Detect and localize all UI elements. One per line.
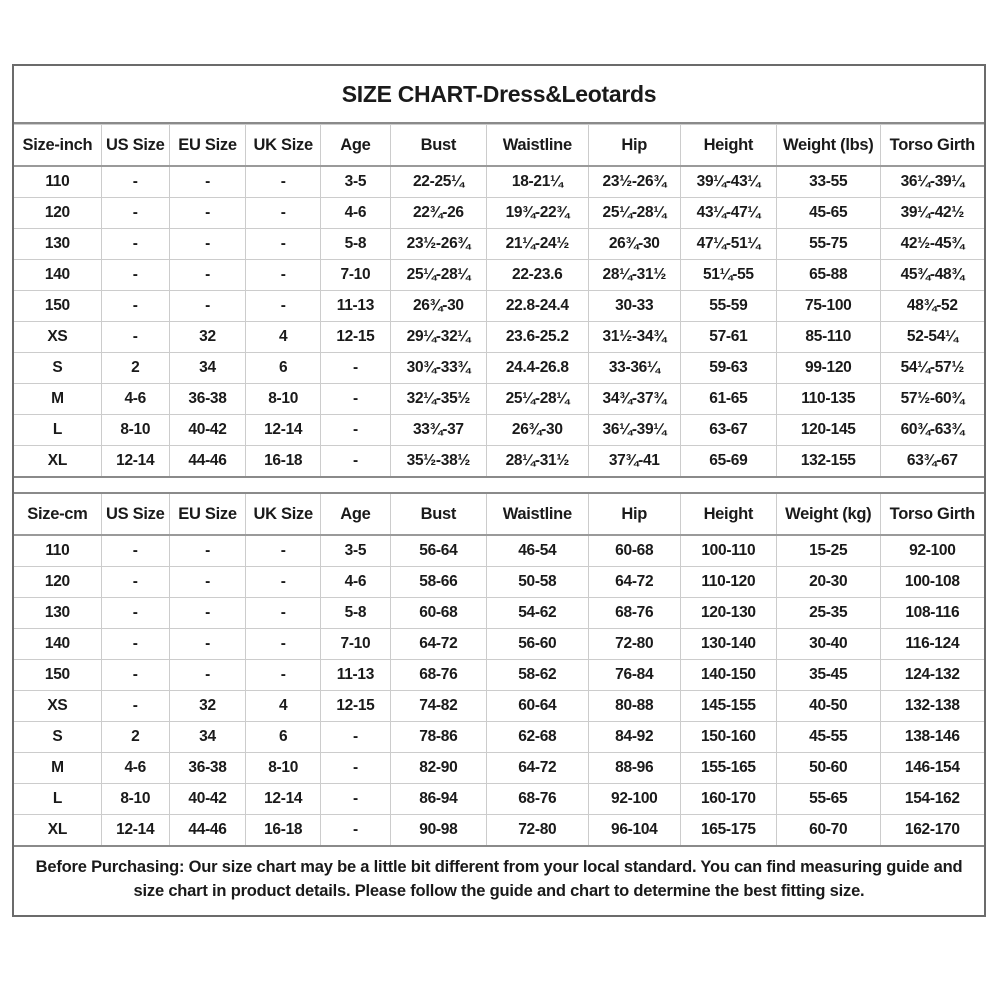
table-cell: 75-100 [776,291,880,322]
column-header: Hip [588,125,680,167]
table-cell: 150 [14,660,101,691]
table-cell: 60-68 [390,598,486,629]
column-header: Waistline [486,125,588,167]
table-cell: 140 [14,260,101,291]
table-cell: 146-154 [880,753,984,784]
table-cell: 11-13 [321,660,391,691]
table-cell: 45-55 [776,722,880,753]
table-cell: 42½-45¾ [880,229,984,260]
column-header: Size-cm [14,494,101,535]
table-cell: - [101,260,169,291]
table-cell: 26¾-30 [588,229,680,260]
table-row [14,353,984,384]
table-cell: 33¾-37 [390,415,486,446]
table-cell: - [321,353,391,384]
table-cell: - [169,229,246,260]
size-inch-table [14,124,984,476]
table-cell: 84-92 [588,722,680,753]
table-cell: - [101,660,169,691]
table-cell: 40-42 [169,784,246,815]
table-cell: 36-38 [169,753,246,784]
table-row [14,691,984,722]
table-cell: - [169,291,246,322]
table-cell: 155-165 [680,753,776,784]
table-cell: 45-65 [776,198,880,229]
column-header: Height [680,125,776,167]
table-cell: 34 [169,722,246,753]
table-cell: 4-6 [321,567,391,598]
table-cell: 80-88 [588,691,680,722]
table-cell: S [14,353,101,384]
chart-title: SIZE CHART-Dress&Leotards [14,66,984,124]
table-cell: 65-69 [680,446,776,477]
table-cell: 162-170 [880,815,984,846]
table-cell: 140 [14,629,101,660]
table-cell: 150 [14,291,101,322]
column-header: Height [680,494,776,535]
table-cell: 12-14 [101,815,169,846]
table-cell: 145-155 [680,691,776,722]
table-cell: - [321,384,391,415]
table-cell: 28¼-31½ [486,446,588,477]
table-cell: 78-86 [390,722,486,753]
table-cell: 100-108 [880,567,984,598]
table-cell: 3-5 [321,535,391,567]
header-row [14,125,984,167]
table-cell: 24.4-26.8 [486,353,588,384]
table-cell: - [246,567,321,598]
table-cell: 30-33 [588,291,680,322]
table-cell: - [169,166,246,198]
table-cell: 60-64 [486,691,588,722]
header-row [14,494,984,535]
table-cell: - [169,535,246,567]
column-header: Bust [390,125,486,167]
table-cell: L [14,415,101,446]
table-cell: XL [14,446,101,477]
table-cell: 4 [246,322,321,353]
table-cell: 72-80 [588,629,680,660]
table-cell: L [14,784,101,815]
table-row [14,815,984,846]
column-header: UK Size [246,125,321,167]
table-cell: 140-150 [680,660,776,691]
column-header: Hip [588,494,680,535]
size-inch-table-section [14,124,984,476]
table-cell: 33-55 [776,166,880,198]
column-header: Bust [390,494,486,535]
table-row [14,322,984,353]
table-cell: 92-100 [880,535,984,567]
table-cell: 64-72 [486,753,588,784]
column-header: US Size [101,494,169,535]
table-separator [14,476,984,494]
table-row [14,567,984,598]
table-cell: 40-50 [776,691,880,722]
table-cell: - [101,567,169,598]
table-cell: 35½-38½ [390,446,486,477]
column-header: Age [321,125,391,167]
purchase-note-line: size chart in product details. Please follow the guide and chart to determine the best fitting size. [133,881,865,900]
table-cell: 64-72 [588,567,680,598]
table-cell: - [246,629,321,660]
table-cell: 56-60 [486,629,588,660]
table-cell: - [246,598,321,629]
table-cell: - [101,598,169,629]
table-cell: - [101,166,169,198]
table-cell: 37¾-41 [588,446,680,477]
table-cell: 120 [14,567,101,598]
table-cell: 90-98 [390,815,486,846]
purchase-note [14,845,984,915]
table-cell: 8-10 [101,415,169,446]
table-cell: 57½-60¾ [880,384,984,415]
table-cell: 22¾-26 [390,198,486,229]
table-cell: 19¾-22¾ [486,198,588,229]
table-cell: 12-14 [246,415,321,446]
table-cell: 58-66 [390,567,486,598]
table-cell: 165-175 [680,815,776,846]
table-cell: 43¼-47¼ [680,198,776,229]
table-cell: 54-62 [486,598,588,629]
size-inch-table-body [14,166,984,476]
table-cell: 65-88 [776,260,880,291]
table-cell: 31½-34¾ [588,322,680,353]
table-cell: 2 [101,722,169,753]
table-cell: 56-64 [390,535,486,567]
column-header: Size-inch [14,125,101,167]
table-cell: - [101,322,169,353]
table-row [14,784,984,815]
table-cell: - [169,567,246,598]
table-cell: 26¾-30 [390,291,486,322]
table-cell: 130 [14,598,101,629]
table-cell: 32¼-35½ [390,384,486,415]
table-cell: 6 [246,722,321,753]
table-cell: 48¾-52 [880,291,984,322]
table-cell: 52-54¼ [880,322,984,353]
table-cell: 86-94 [390,784,486,815]
table-cell: 150-160 [680,722,776,753]
size-inch-table-header [14,125,984,167]
table-row [14,229,984,260]
table-cell: - [321,784,391,815]
table-cell: 35-45 [776,660,880,691]
column-header: Waistline [486,494,588,535]
table-cell: 16-18 [246,446,321,477]
table-cell: 57-61 [680,322,776,353]
table-cell: 74-82 [390,691,486,722]
table-cell: 39¼-43¼ [680,166,776,198]
table-cell: 110-135 [776,384,880,415]
table-cell: 138-146 [880,722,984,753]
table-row [14,629,984,660]
table-cell: 30-40 [776,629,880,660]
table-cell: 34 [169,353,246,384]
table-cell: 46-54 [486,535,588,567]
table-cell: 2 [101,353,169,384]
table-cell: 60-68 [588,535,680,567]
table-row [14,598,984,629]
table-cell: 15-25 [776,535,880,567]
size-cm-table [14,494,984,845]
table-cell: 45¾-48¾ [880,260,984,291]
table-cell: 55-59 [680,291,776,322]
table-cell: - [321,722,391,753]
table-cell: 3-5 [321,166,391,198]
table-cell: 60¾-63¾ [880,415,984,446]
table-cell: 23.6-25.2 [486,322,588,353]
column-header: EU Size [169,125,246,167]
table-cell: - [246,291,321,322]
table-cell: 25-35 [776,598,880,629]
table-row [14,535,984,567]
column-header: Weight (lbs) [776,125,880,167]
table-cell: 22-25¼ [390,166,486,198]
table-cell: - [101,229,169,260]
table-cell: 76-84 [588,660,680,691]
table-cell: 60-70 [776,815,880,846]
table-cell: - [101,691,169,722]
table-cell: - [169,598,246,629]
column-header: Torso Girth [880,125,984,167]
table-cell: 88-96 [588,753,680,784]
table-cell: 25¼-28¼ [588,198,680,229]
table-cell: 34¾-37¾ [588,384,680,415]
table-cell: - [101,535,169,567]
size-cm-table-body [14,535,984,845]
table-cell: - [321,753,391,784]
table-cell: - [246,166,321,198]
table-cell: 58-62 [486,660,588,691]
table-cell: 116-124 [880,629,984,660]
column-header: UK Size [246,494,321,535]
table-row [14,415,984,446]
table-cell: 29¼-32¼ [390,322,486,353]
table-cell: 120-145 [776,415,880,446]
table-cell: 68-76 [486,784,588,815]
table-cell: 130 [14,229,101,260]
table-cell: - [246,260,321,291]
table-cell: 39¼-42½ [880,198,984,229]
table-cell: 8-10 [246,753,321,784]
table-cell: 50-58 [486,567,588,598]
table-cell: 4-6 [321,198,391,229]
table-cell: 51¼-55 [680,260,776,291]
table-cell: 92-100 [588,784,680,815]
table-cell: 25¼-28¼ [486,384,588,415]
table-cell: 61-65 [680,384,776,415]
table-cell: 82-90 [390,753,486,784]
table-cell: - [321,815,391,846]
table-cell: 4 [246,691,321,722]
table-cell: - [169,660,246,691]
table-cell: 130-140 [680,629,776,660]
table-row [14,291,984,322]
table-cell: 36¼-39¼ [588,415,680,446]
table-cell: 11-13 [321,291,391,322]
table-cell: 21¼-24½ [486,229,588,260]
table-cell: 36¼-39¼ [880,166,984,198]
table-cell: 154-162 [880,784,984,815]
table-cell: 55-75 [776,229,880,260]
table-cell: 12-15 [321,691,391,722]
table-cell: - [169,198,246,229]
size-cm-table-header [14,494,984,535]
column-header: Weight (kg) [776,494,880,535]
table-cell: 12-14 [246,784,321,815]
column-header: EU Size [169,494,246,535]
table-cell: 68-76 [390,660,486,691]
size-cm-table-section [14,494,984,845]
table-cell: 54¼-57½ [880,353,984,384]
table-cell: 40-42 [169,415,246,446]
table-cell: 16-18 [246,815,321,846]
table-cell: XS [14,322,101,353]
table-cell: - [246,660,321,691]
table-cell: 50-60 [776,753,880,784]
table-cell: 160-170 [680,784,776,815]
table-cell: 63¾-67 [880,446,984,477]
table-cell: 18-21¼ [486,166,588,198]
table-row [14,384,984,415]
table-cell: 8-10 [246,384,321,415]
table-cell: 7-10 [321,260,391,291]
table-cell: 6 [246,353,321,384]
table-cell: M [14,384,101,415]
table-cell: 32 [169,691,246,722]
table-cell: XS [14,691,101,722]
table-cell: 108-116 [880,598,984,629]
size-chart-box [12,64,986,917]
table-cell: 132-155 [776,446,880,477]
table-cell: - [101,629,169,660]
table-cell: 44-46 [169,815,246,846]
table-cell: 23½-26¾ [390,229,486,260]
table-cell: 63-67 [680,415,776,446]
table-cell: 33-36¼ [588,353,680,384]
table-cell: 110 [14,535,101,567]
column-header: US Size [101,125,169,167]
table-row [14,198,984,229]
table-cell: - [321,446,391,477]
table-cell: 7-10 [321,629,391,660]
table-cell: 28¼-31½ [588,260,680,291]
table-cell: 132-138 [880,691,984,722]
table-cell: - [246,198,321,229]
table-row [14,166,984,198]
table-cell: S [14,722,101,753]
table-cell: 64-72 [390,629,486,660]
table-cell: 55-65 [776,784,880,815]
table-cell: 8-10 [101,784,169,815]
table-cell: 23½-26¾ [588,166,680,198]
table-cell: - [321,415,391,446]
table-cell: 124-132 [880,660,984,691]
table-cell: 12-14 [101,446,169,477]
table-cell: 5-8 [321,229,391,260]
table-cell: 99-120 [776,353,880,384]
table-cell: 4-6 [101,384,169,415]
table-cell: 22.8-24.4 [486,291,588,322]
table-cell: 12-15 [321,322,391,353]
table-cell: 68-76 [588,598,680,629]
table-cell: 20-30 [776,567,880,598]
table-row [14,446,984,477]
table-cell: 72-80 [486,815,588,846]
table-cell: - [101,291,169,322]
table-cell: 59-63 [680,353,776,384]
table-cell: 100-110 [680,535,776,567]
table-cell: - [246,229,321,260]
table-cell: 36-38 [169,384,246,415]
table-cell: 47¼-51¼ [680,229,776,260]
table-cell: 26¾-30 [486,415,588,446]
column-header: Torso Girth [880,494,984,535]
table-cell: 5-8 [321,598,391,629]
table-cell: 4-6 [101,753,169,784]
table-cell: - [246,535,321,567]
table-cell: - [169,260,246,291]
table-cell: 25¼-28¼ [390,260,486,291]
table-cell: - [169,629,246,660]
table-row [14,660,984,691]
table-cell: 96-104 [588,815,680,846]
table-row [14,753,984,784]
purchase-note-line: Before Purchasing: Our size chart may be a little bit different from your local standard. You can find measuring guide and [35,858,963,876]
table-cell: 30¾-33¾ [390,353,486,384]
table-row [14,260,984,291]
table-cell: 22-23.6 [486,260,588,291]
table-cell: 110-120 [680,567,776,598]
column-header: Age [321,494,391,535]
table-cell: 85-110 [776,322,880,353]
table-cell: 32 [169,322,246,353]
table-cell: - [101,198,169,229]
table-cell: 44-46 [169,446,246,477]
table-cell: 62-68 [486,722,588,753]
table-cell: XL [14,815,101,846]
table-cell: 110 [14,166,101,198]
table-cell: M [14,753,101,784]
table-row [14,722,984,753]
table-cell: 120-130 [680,598,776,629]
table-cell: 120 [14,198,101,229]
